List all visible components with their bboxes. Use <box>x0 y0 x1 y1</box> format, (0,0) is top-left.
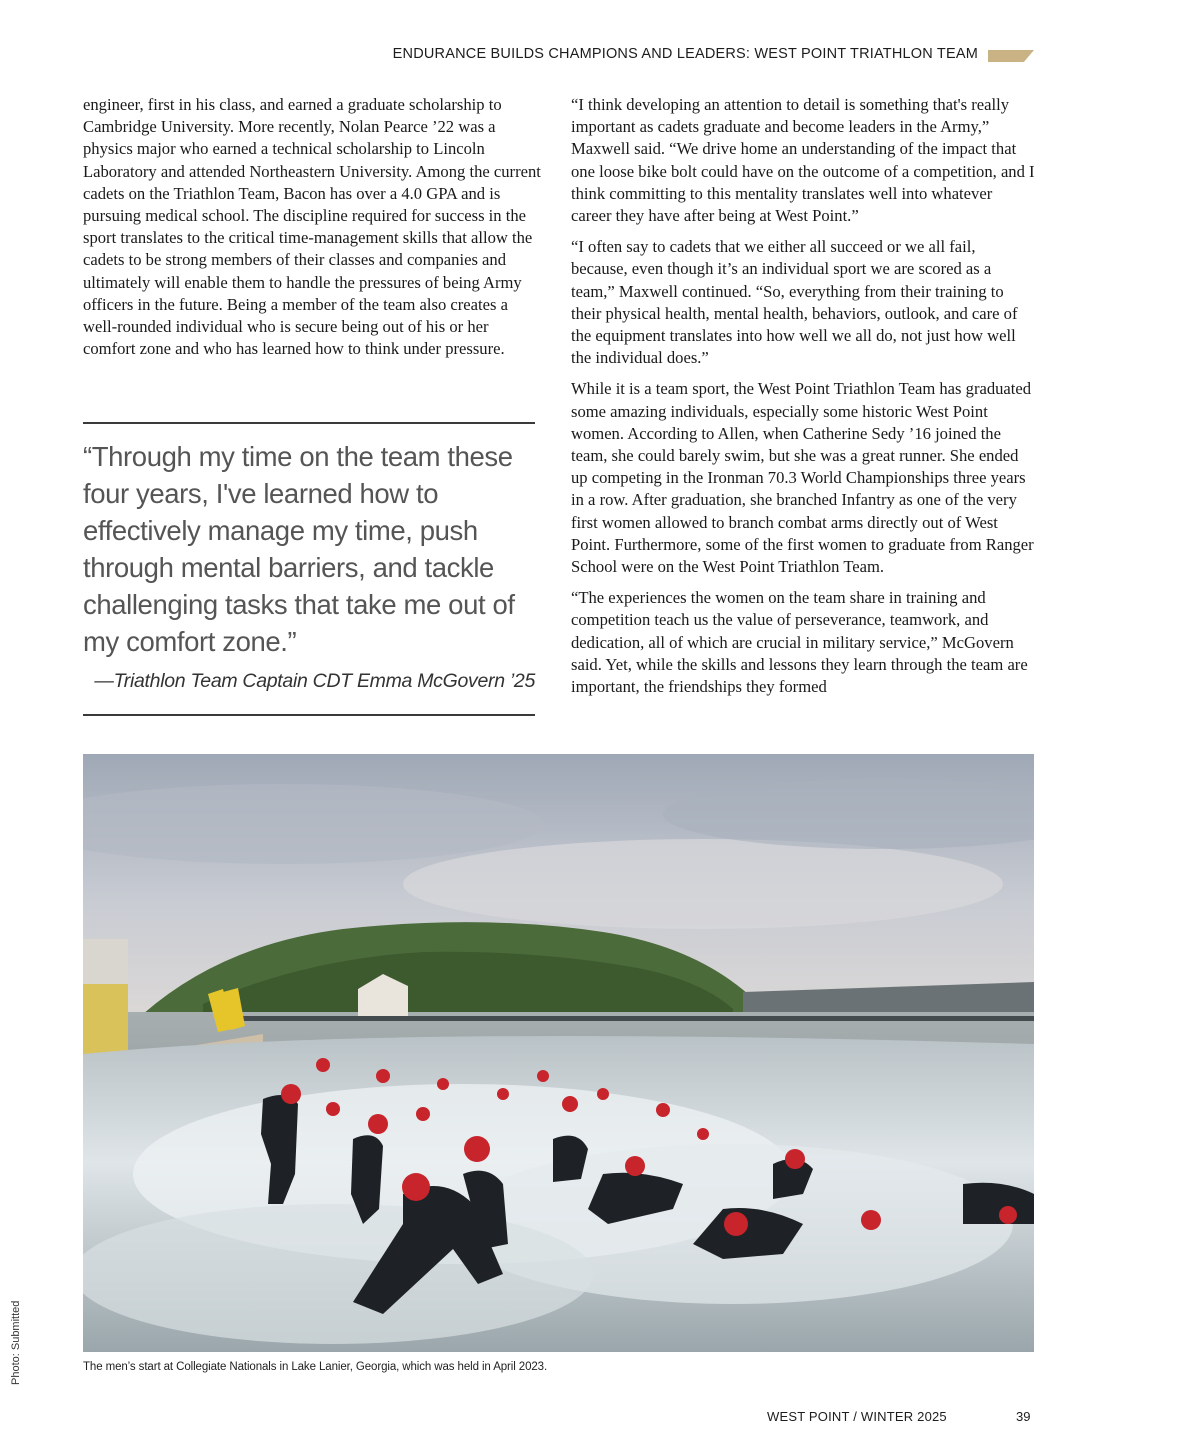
header-accent-bar <box>988 50 1034 62</box>
pull-quote <box>83 422 535 716</box>
body-paragraph: “I think developing an attention to detail is something that's really important as cadets graduate and become leaders in the Army,” Maxwell said. “We drive home an understanding of the impact that one loose bike bolt could have on the outcome of a competition, and I think committing to this mentality translates well into whatever career they have after being at West Point.” <box>571 95 1035 226</box>
left-column <box>83 94 545 369</box>
body-paragraph: While it is a team sport, the West Point Triathlon Team has graduated some amazing individuals, especially some historic West Point women. According to Allen, when Catherine Sedy ’16 joined the team, she could barely swim, but she was a great runner. She ended up competing in the Ironman 70.3 World Championships three years in a row. After graduation, she branched Infantry as one of the very first women allowed to branch combat arms directly out of West Point. Furthermore, some of the first women to graduate from Ranger School were on the West Point Triathlon Team. <box>571 379 1034 577</box>
photo-caption: The men’s start at Collegiate Nationals in Lake Lanier, Georgia, which was held in April 2023. <box>83 1361 548 1373</box>
body-paragraph: “The experiences the women on the team share in training and competition teach us the value of perseverance, teamwork, and dedication, all of which are crucial in military service,” McGovern said. Yet, while the skills and lessons they learn through the team are important, the friendships they formed <box>571 588 1028 697</box>
right-column <box>571 94 1035 707</box>
body-paragraph: engineer, first in his class, and earned a graduate scholarship to Cambridge University. More recently, Nolan Pearce ’22 was a physics major who earned a technical scholarship to Lincoln Laboratory and attended Northeastern University. Among the current cadets on the Triathlon Team, Bacon has over a 4.0 GPA and is pursuing medical school. The discipline required for success in the sport translates to the critical time-management skills that allow the cadets to be strong members of their classes and companies and ultimately will enable them to handle the pressures of being Army officers in the future. Being a member of the team also creates a well-rounded individual who is secure being out of his or her comfort zone and who has learned how to think under pressure. <box>83 95 541 359</box>
photo-credit: Photo: Submitted <box>10 1300 22 1385</box>
running-head: ENDURANCE BUILDS CHAMPIONS AND LEADERS: WEST POINT TRIATHLON TEAM <box>392 46 978 62</box>
footer-publication: WEST POINT / WINTER 2025 <box>767 1409 947 1424</box>
pull-quote-text: “Through my time on the team these four years, I've learned how to effectively manage my time, push through mental barriers, and tackle challenging tasks that take me out of my comfort zone.” <box>83 441 515 657</box>
race-start-photo <box>83 754 1034 1352</box>
body-paragraph: “I often say to cadets that we either all succeed or we all fail, because, even though it’s an individual sport we are scored as a team,” Maxwell continued. “So, everything from their training to their physical health, mental health, behaviors, outlook, and care of the equipment translates into how well we all do, not just how well the individual does.” <box>571 237 1018 368</box>
pull-quote-attribution: —Triathlon Team Captain CDT Emma McGovern ’25 <box>94 670 535 692</box>
page-number: 39 <box>1016 1409 1031 1424</box>
